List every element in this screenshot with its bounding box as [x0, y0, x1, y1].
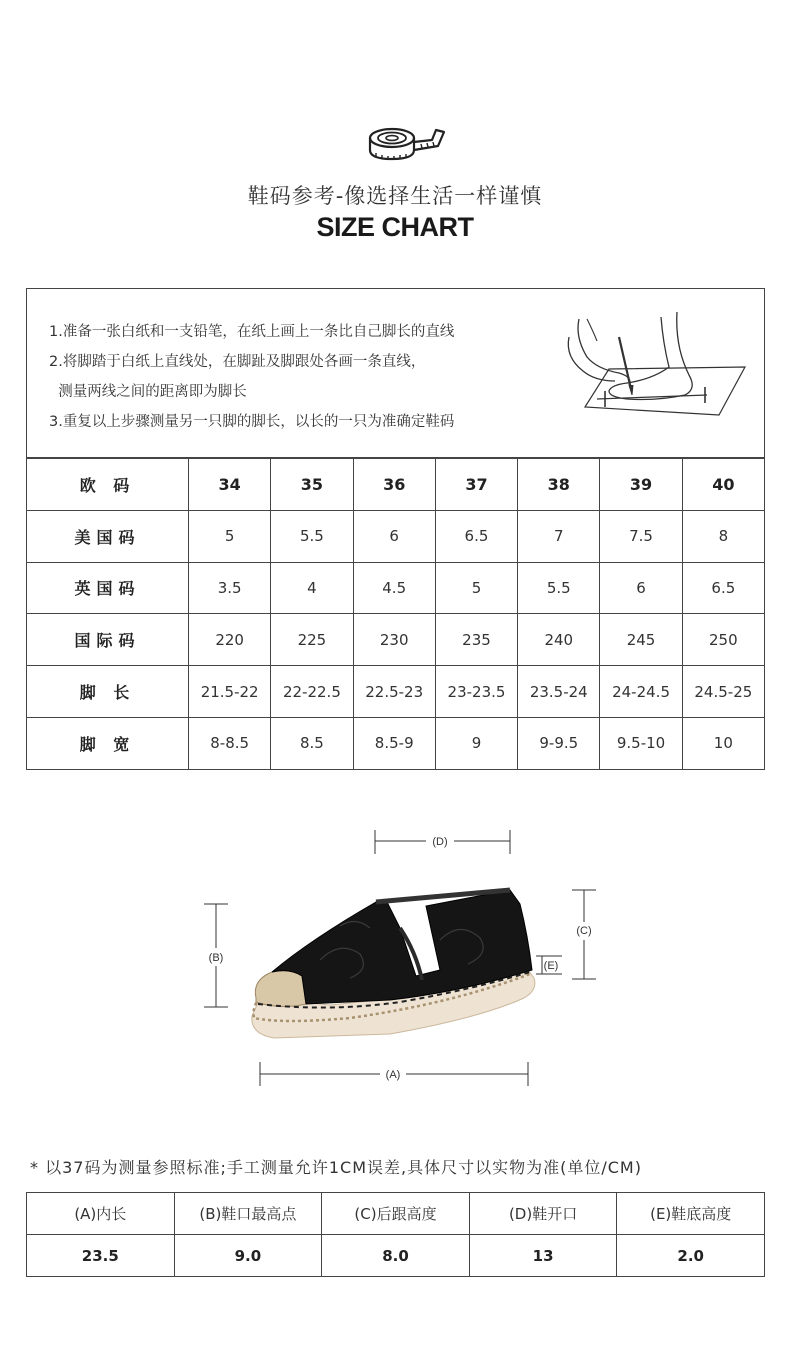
size-cell: 250 — [682, 614, 764, 666]
size-cell: 225 — [271, 614, 353, 666]
measurement-header-row — [27, 1193, 765, 1235]
label-c: (C) — [576, 925, 592, 937]
size-cell: 39 — [600, 459, 682, 511]
size-cell: 24-24.5 — [600, 666, 682, 718]
measurement-value: 9.0 — [174, 1235, 322, 1277]
size-table-row — [27, 614, 765, 666]
page-title: SIZE CHART — [316, 212, 474, 242]
instruction-line: 1.准备一张白纸和一支铅笔，在纸上画上一条比自己脚长的直线 — [49, 324, 455, 340]
size-cell: 22.5-23 — [353, 666, 435, 718]
shoe-dimension-diagram — [190, 820, 610, 1095]
size-cell: 5.5 — [271, 510, 353, 562]
measurement-header: (D)鞋开口 — [469, 1193, 617, 1235]
dimension-a — [260, 1062, 528, 1086]
size-cell: 9-9.5 — [518, 717, 600, 769]
size-cell: 220 — [189, 614, 271, 666]
label-b: (B) — [208, 952, 224, 964]
size-cell: 35 — [271, 459, 353, 511]
dimension-e — [536, 956, 562, 974]
row-header: 欧 码 — [27, 459, 189, 511]
size-cell: 37 — [435, 459, 517, 511]
tape-measure-icon — [366, 126, 450, 166]
size-cell: 9 — [435, 717, 517, 769]
subtitle: 鞋码参考-像选择生活一样谨慎 — [247, 184, 543, 208]
measurement-note: * 以37码为测量参照标准;手工测量允许1CM误差,具体尺寸以实物为准(单位/CM) — [30, 1158, 642, 1177]
instruction-line: 2.将脚踏于白纸上直线处，在脚趾及脚跟处各画一条直线， — [49, 354, 426, 370]
size-cell: 21.5-22 — [189, 666, 271, 718]
size-cell: 23-23.5 — [435, 666, 517, 718]
dimension-b — [204, 904, 228, 1007]
row-header: 英国码 — [27, 562, 189, 614]
measurement-header: (C)后跟高度 — [322, 1193, 470, 1235]
instruction-line: 3.重复以上步骤测量另一只脚的脚长，以长的一只为准确定鞋码 — [49, 414, 455, 430]
size-cell: 10 — [682, 717, 764, 769]
size-cell: 4.5 — [353, 562, 435, 614]
size-cell: 245 — [600, 614, 682, 666]
size-table-row — [27, 459, 765, 511]
size-cell: 40 — [682, 459, 764, 511]
measurement-header: (B)鞋口最高点 — [174, 1193, 322, 1235]
size-cell: 230 — [353, 614, 435, 666]
size-cell: 6.5 — [435, 510, 517, 562]
size-cell: 8-8.5 — [189, 717, 271, 769]
size-cell: 4 — [271, 562, 353, 614]
size-cell: 8.5-9 — [353, 717, 435, 769]
size-cell: 8.5 — [271, 717, 353, 769]
size-cell: 6 — [600, 562, 682, 614]
measurement-value: 2.0 — [617, 1235, 765, 1277]
size-table-row — [27, 717, 765, 769]
size-table-row — [27, 562, 765, 614]
label-a: (A) — [385, 1069, 401, 1081]
size-cell: 34 — [189, 459, 271, 511]
size-cell: 7.5 — [600, 510, 682, 562]
dimension-c — [572, 890, 596, 979]
size-cell: 5 — [435, 562, 517, 614]
size-table-row — [27, 666, 765, 718]
size-cell: 6 — [353, 510, 435, 562]
size-cell: 240 — [518, 614, 600, 666]
shoe-image — [252, 890, 535, 1038]
row-header: 美国码 — [27, 510, 189, 562]
size-cell: 22-22.5 — [271, 666, 353, 718]
measurement-value: 13 — [469, 1235, 617, 1277]
size-cell: 7 — [518, 510, 600, 562]
size-cell: 36 — [353, 459, 435, 511]
size-cell: 9.5-10 — [600, 717, 682, 769]
measurement-value-row — [27, 1235, 765, 1277]
size-cell: 8 — [682, 510, 764, 562]
measurement-table — [26, 1192, 765, 1277]
instructions-box — [26, 288, 765, 458]
size-cell: 24.5-25 — [682, 666, 764, 718]
size-table-row — [27, 510, 765, 562]
size-cell: 5 — [189, 510, 271, 562]
foot-measuring-illustration — [557, 307, 747, 432]
label-d: (D) — [432, 836, 448, 848]
label-e: (E) — [543, 960, 559, 972]
row-header: 国际码 — [27, 614, 189, 666]
size-cell: 5.5 — [518, 562, 600, 614]
measurement-value: 8.0 — [322, 1235, 470, 1277]
size-cell: 235 — [435, 614, 517, 666]
size-table — [26, 458, 765, 770]
size-cell: 3.5 — [189, 562, 271, 614]
size-cell: 23.5-24 — [518, 666, 600, 718]
row-header: 脚 长 — [27, 666, 189, 718]
dimension-d — [375, 830, 510, 854]
instruction-line: 测量两线之间的距离即为脚长 — [49, 384, 247, 400]
row-header: 脚 宽 — [27, 717, 189, 769]
measurement-header: (A)内长 — [27, 1193, 175, 1235]
measurement-header: (E)鞋底高度 — [617, 1193, 765, 1235]
size-cell: 38 — [518, 459, 600, 511]
size-cell: 6.5 — [682, 562, 764, 614]
measurement-value: 23.5 — [27, 1235, 175, 1277]
